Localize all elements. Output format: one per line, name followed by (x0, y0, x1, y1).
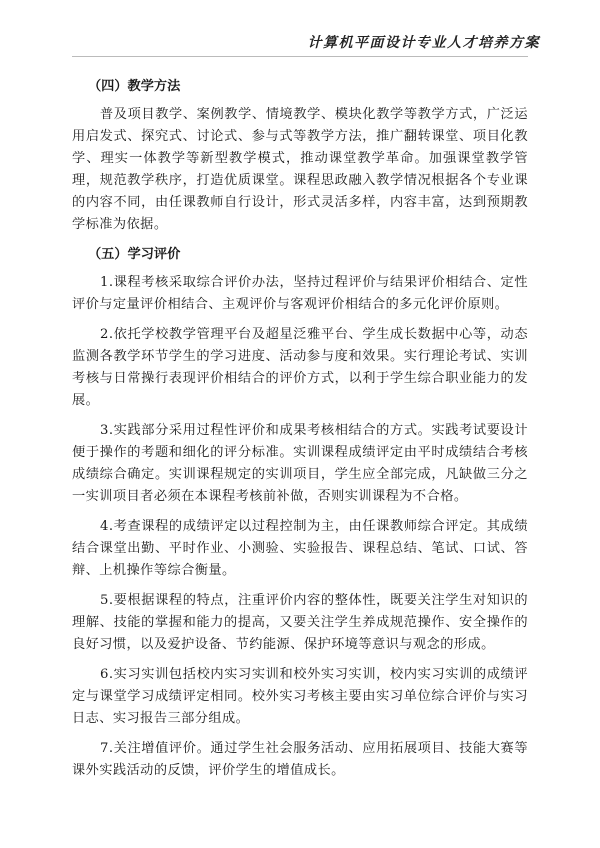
section-heading: （五）学习评价 (88, 247, 181, 262)
paragraph: 5.要根据课程的特点，注重评价内容的整体性，既要关注学生对知识的理解、技能的掌握和能力的提高，又要关注学生养成规范操作、安全操作的良好习惯，以及爱护设备、节约能源、保护环境等意识与观念的形成。 (72, 593, 528, 652)
paragraph: 7.关注增值评价。通过学生社会服务活动、应用拓展项目、技能大赛等课外实践活动的反馈，评价学生的增值成长。 (72, 741, 528, 778)
section-learning-evaluation (72, 244, 528, 782)
section-heading: （四）教学方法 (88, 79, 181, 94)
paragraph: 1.课程考核采取综合评价办法，坚持过程评价与结果评价相结合、定性评价与定量评价相结合、主观评价与客观评价相结合的多元化评价原则。 (72, 275, 528, 312)
header-rule (72, 56, 528, 57)
paragraph: 4.考查课程的成绩评定以过程控制为主，由任课教师综合评定。其成绩结合课堂出勤、平时作业、小测验、实验报告、课程总结、笔试、口试、答辩、上机操作等综合衡量。 (72, 519, 528, 578)
running-header: 计算机平面设计专业人才培养方案 (307, 35, 540, 51)
document-body (72, 76, 528, 790)
section-teaching-methods (72, 76, 528, 236)
paragraph: 2.依托学校教学管理平台及超星泛雅平台、学生成长数据中心等，动态监测各教学环节学生的学习进度、活动参与度和效果。实行理论考试、实训考核与日常操行表现评价相结合的评价方式，以利于学生综合职业能力的发展。 (72, 327, 528, 408)
paragraph: 普及项目教学、案例教学、情境教学、模块化教学等教学方式，广泛运用启发式、探究式、讨论式、参与式等教学方法，推广翻转课堂、项目化教学、理实一体教学等新型教学模式，推动课堂教学革命。加强课堂教学管理，规范教学秩序，打造优质课堂。课程思政融入教学情况根据各个专业课的内容不同，由任课教师自行设计，形式灵活多样，内容丰富，达到预期教学标准为依据。 (72, 107, 528, 232)
paragraph: 6.实习实训包括校内实习实训和校外实习实训，校内实习实训的成绩评定与课堂学习成绩评定相同。校外实习考核主要由实习单位综合评价与实习日志、实习报告三部分组成。 (72, 667, 528, 726)
paragraph: 3.实践部分采用过程性评价和成果考核相结合的方式。实践考试要设计便于操作的考题和细化的评分标准。实训课程成绩评定由平时成绩结合考核成绩综合确定。实训课程规定的实训项目，学生应全部完成，凡缺做三分之一实训项目者必须在本课程考核前补做，否则实训课程为不合格。 (72, 423, 528, 504)
